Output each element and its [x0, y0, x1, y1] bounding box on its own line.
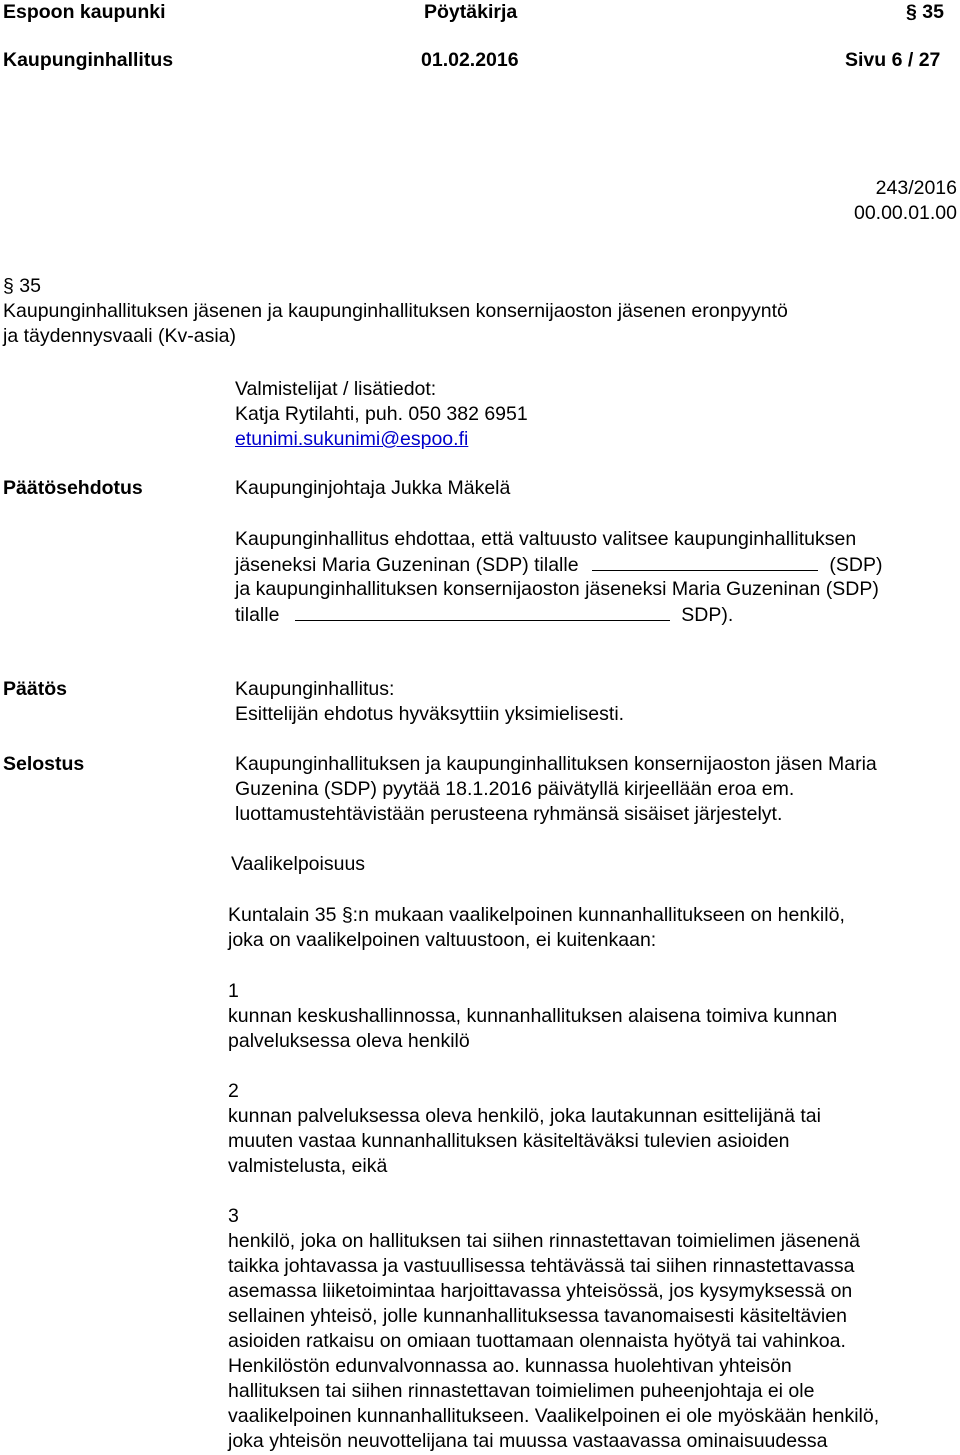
- explanation-heading: Selostus: [3, 753, 85, 775]
- eligibility-item-line: hallituksen tai siihen rinnastettavan toimielimen puheenjohtaja ei ole: [228, 1380, 815, 1402]
- eligibility-item-line: sellainen yhteisö, jolle kunnanhallituksessa tavanomaisesti käsiteltävien: [228, 1305, 847, 1327]
- decision-line1: Kaupunginhallitus:: [235, 678, 395, 700]
- item-section: § 35: [3, 275, 41, 297]
- eligibility-item-1: [228, 979, 837, 1054]
- explanation-line3: luottamustehtävistään perusteena ryhmänsä sisäiset järjestelyt.: [235, 803, 783, 825]
- blank-line-group-member[interactable]: [295, 602, 670, 621]
- org-name: Espoon kaupunki: [3, 1, 166, 23]
- proposal-line2-start: jäseneksi Maria Guzeninan (SDP) tilalle: [235, 554, 579, 576]
- eligibility-item-number: 1: [228, 980, 239, 1002]
- eligibility-heading: Vaalikelpoisuus: [231, 853, 366, 875]
- explanation-line2: Guzenina (SDP) pyytää 18.1.2016 päivätyllä kirjeellään eroa em.: [235, 778, 795, 800]
- proposal-line2-end: (SDP): [829, 554, 883, 576]
- proposal-line3: ja kaupunginhallituksen konsernijaoston jäseneksi Maria Guzeninan (SDP): [235, 578, 879, 600]
- proposal-line4-end: SDP).: [681, 604, 734, 626]
- item-title-line2: ja täydennysvaali (Kv-asia): [3, 325, 237, 347]
- proposal-line1: Kaupunginhallitus ehdottaa, että valtuusto valitsee kaupunginhallituksen: [235, 528, 857, 550]
- explanation-line1: Kaupunginhallituksen ja kaupunginhallituksen konsernijaoston jäsen Maria: [235, 753, 877, 775]
- header-section: § 35: [906, 1, 944, 23]
- eligibility-item-line: asemassa liiketoimintaa harjoittavassa yhteisössä, jos kysymyksessä on: [228, 1280, 853, 1302]
- page-number: Sivu 6 / 27: [845, 49, 941, 71]
- meeting-date: 01.02.2016: [421, 49, 519, 71]
- eligibility-item-line: kunnan keskushallinnossa, kunnanhallituksen alaisena toimiva kunnan: [228, 1005, 838, 1027]
- governing-body: Kaupunginhallitus: [3, 49, 174, 71]
- eligibility-item-number: 2: [228, 1080, 239, 1102]
- proposer: Kaupunginjohtaja Jukka Mäkelä: [235, 477, 511, 499]
- preparer-email-link[interactable]: etunimi.sukunimi@espoo.fi: [235, 428, 469, 450]
- eligibility-item-line: taikka johtavassa ja vastuullisessa tehtävässä tai siihen rinnastettavassa: [228, 1255, 855, 1277]
- eligibility-item-line: asioiden ratkaisu on omiaan tuottamaan olennaista hyötyä tai vahinkoa.: [228, 1330, 846, 1352]
- item-title-line1: Kaupunginhallituksen jäsenen ja kaupunginhallituksen konsernijaoston jäsenen eronpyyntö: [3, 300, 788, 322]
- preparers-label: Valmistelijat / lisätiedot:: [235, 378, 437, 400]
- decision-line2: Esittelijän ehdotus hyväksyttiin yksimielisesti.: [235, 703, 625, 725]
- blank-line-board-member[interactable]: [592, 552, 818, 571]
- proposal-line4-start: tilalle: [235, 604, 280, 626]
- eligibility-item-number: 3: [228, 1205, 239, 1227]
- case-number: 243/2016: [875, 177, 957, 199]
- eligibility-item-line: Henkilöstön edunvalvonnassa ao. kunnassa huolehtivan yhteisön: [228, 1355, 792, 1377]
- eligibility-intro-line2: joka on vaalikelpoinen valtuustoon, ei kuitenkaan:: [228, 929, 657, 951]
- eligibility-item-line: kunnan palveluksessa oleva henkilö, joka lautakunnan esittelijänä tai: [228, 1105, 821, 1127]
- proposal-line4: [235, 602, 733, 628]
- eligibility-item-line: muuten vastaa kunnanhallituksen käsiteltäväksi tulevien asioiden: [228, 1130, 790, 1152]
- eligibility-item-line: vaalikelpoinen kunnanhallitukseen. Vaalikelpoinen ei ole myöskään henkilö,: [228, 1405, 880, 1427]
- eligibility-item-line: valmistelusta, eikä: [228, 1155, 388, 1177]
- doc-type: Pöytäkirja: [424, 1, 518, 23]
- archive-code: 00.00.01.00: [853, 202, 957, 224]
- eligibility-item-line: henkilö, joka on hallituksen tai siihen rinnastettavan toimielimen jäsenenä: [228, 1230, 860, 1252]
- decision-heading: Päätös: [3, 678, 67, 700]
- preparer-contact: Katja Rytilahti, puh. 050 382 6951: [235, 403, 528, 425]
- eligibility-item-3: [228, 1204, 879, 1454]
- eligibility-intro-line1: Kuntalain 35 §:n mukaan vaalikelpoinen kunnanhallitukseen on henkilö,: [228, 904, 845, 926]
- eligibility-item-line: palveluksessa oleva henkilö: [228, 1030, 470, 1052]
- proposal-line2: [235, 552, 883, 578]
- eligibility-item-line: joka yhteisön neuvottelijana tai muussa vastaavassa ominaisuudessa: [228, 1430, 828, 1452]
- eligibility-item-2: [228, 1079, 821, 1179]
- proposal-heading: Päätösehdotus: [3, 477, 143, 499]
